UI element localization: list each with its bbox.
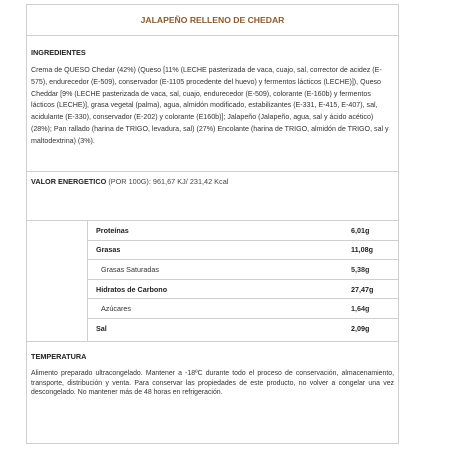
energy-value: (POR 100G): 961,67 KJ/ 231,42 Kcal bbox=[108, 177, 229, 186]
nutrient-value: 5,38g bbox=[351, 264, 370, 274]
nutrition-row bbox=[87, 280, 398, 300]
ingredients-text: Crema de QUESO Chedar (42%) (Queso [11% (LECHE pasterizada de vaca, cuajo, sal, corrector de acidez (E-575), endurecedor (E-509), conservador (E-1105 procedente del huevo) y fermentos lácticos (LECHE)]), Queso Cheddar [9% (LECHE pasterizada de vaca, sal, cuajo, endurecedor (E-509), colorante (E-160b) y fermentos lácticos (LECHE)], grasa vegetal (palma), agua, almidón modificado, estabilizantes (E-331, E-415, E-407), sal, acidulante (E-330), conservador (E-202) y colorante (E160b)]; Jalapeño (Jalapeño, agua, sal y ácido acético) (28%); Pan rallado (harina de TRIGO, levadura, sal) (27%) Encolante (harina de TRIGO, almidón de TRIGO, sal y maltodextrina) (3%). bbox=[31, 66, 389, 145]
energy-heading: VALOR ENERGETICO bbox=[31, 177, 107, 186]
nutrient-value: 1,64g bbox=[351, 304, 370, 314]
energy-section bbox=[27, 172, 398, 221]
nutrient-value: 6,01g bbox=[351, 225, 370, 235]
temperature-heading: TEMPERATURA bbox=[31, 352, 87, 361]
temperature-section bbox=[27, 341, 398, 398]
temperature-text: Alimento preparado ultracongelado. Mantener a -18ºC durante todo el proceso de conservación, almacenamiento, transporte, distribución y venta. Para conservar las propiedades de este producto, no volver a congelar una vez descongelado. No mantener más de 48 horas en refrigeración. bbox=[31, 370, 394, 397]
nutrient-label: Sal bbox=[96, 324, 107, 334]
nutrient-label: Grasas Saturadas bbox=[101, 264, 159, 274]
nutrient-label: Hidratos de Carbono bbox=[96, 284, 168, 294]
nutrition-row bbox=[87, 241, 398, 261]
nutrition-row bbox=[87, 319, 398, 339]
nutrition-table-wrap bbox=[27, 221, 398, 341]
ingredients-heading: INGREDIENTES bbox=[31, 48, 86, 57]
nutrition-table bbox=[87, 221, 398, 339]
nutrient-value: 27,47g bbox=[351, 284, 374, 294]
nutrition-row bbox=[87, 260, 398, 280]
nutrient-value: 2,09g bbox=[351, 324, 370, 334]
product-info-card bbox=[26, 4, 399, 444]
nutrition-row bbox=[87, 221, 398, 241]
ingredients-section bbox=[27, 36, 398, 172]
product-title: JALAPEÑO RELLENO DE CHEDAR bbox=[27, 5, 398, 36]
nutrient-label: Grasas bbox=[96, 245, 121, 255]
nutrient-label: Azúcares bbox=[101, 304, 131, 314]
nutrient-value: 11,08g bbox=[351, 245, 373, 255]
nutrient-label: Proteínas bbox=[96, 225, 129, 235]
nutrition-row bbox=[87, 299, 398, 319]
